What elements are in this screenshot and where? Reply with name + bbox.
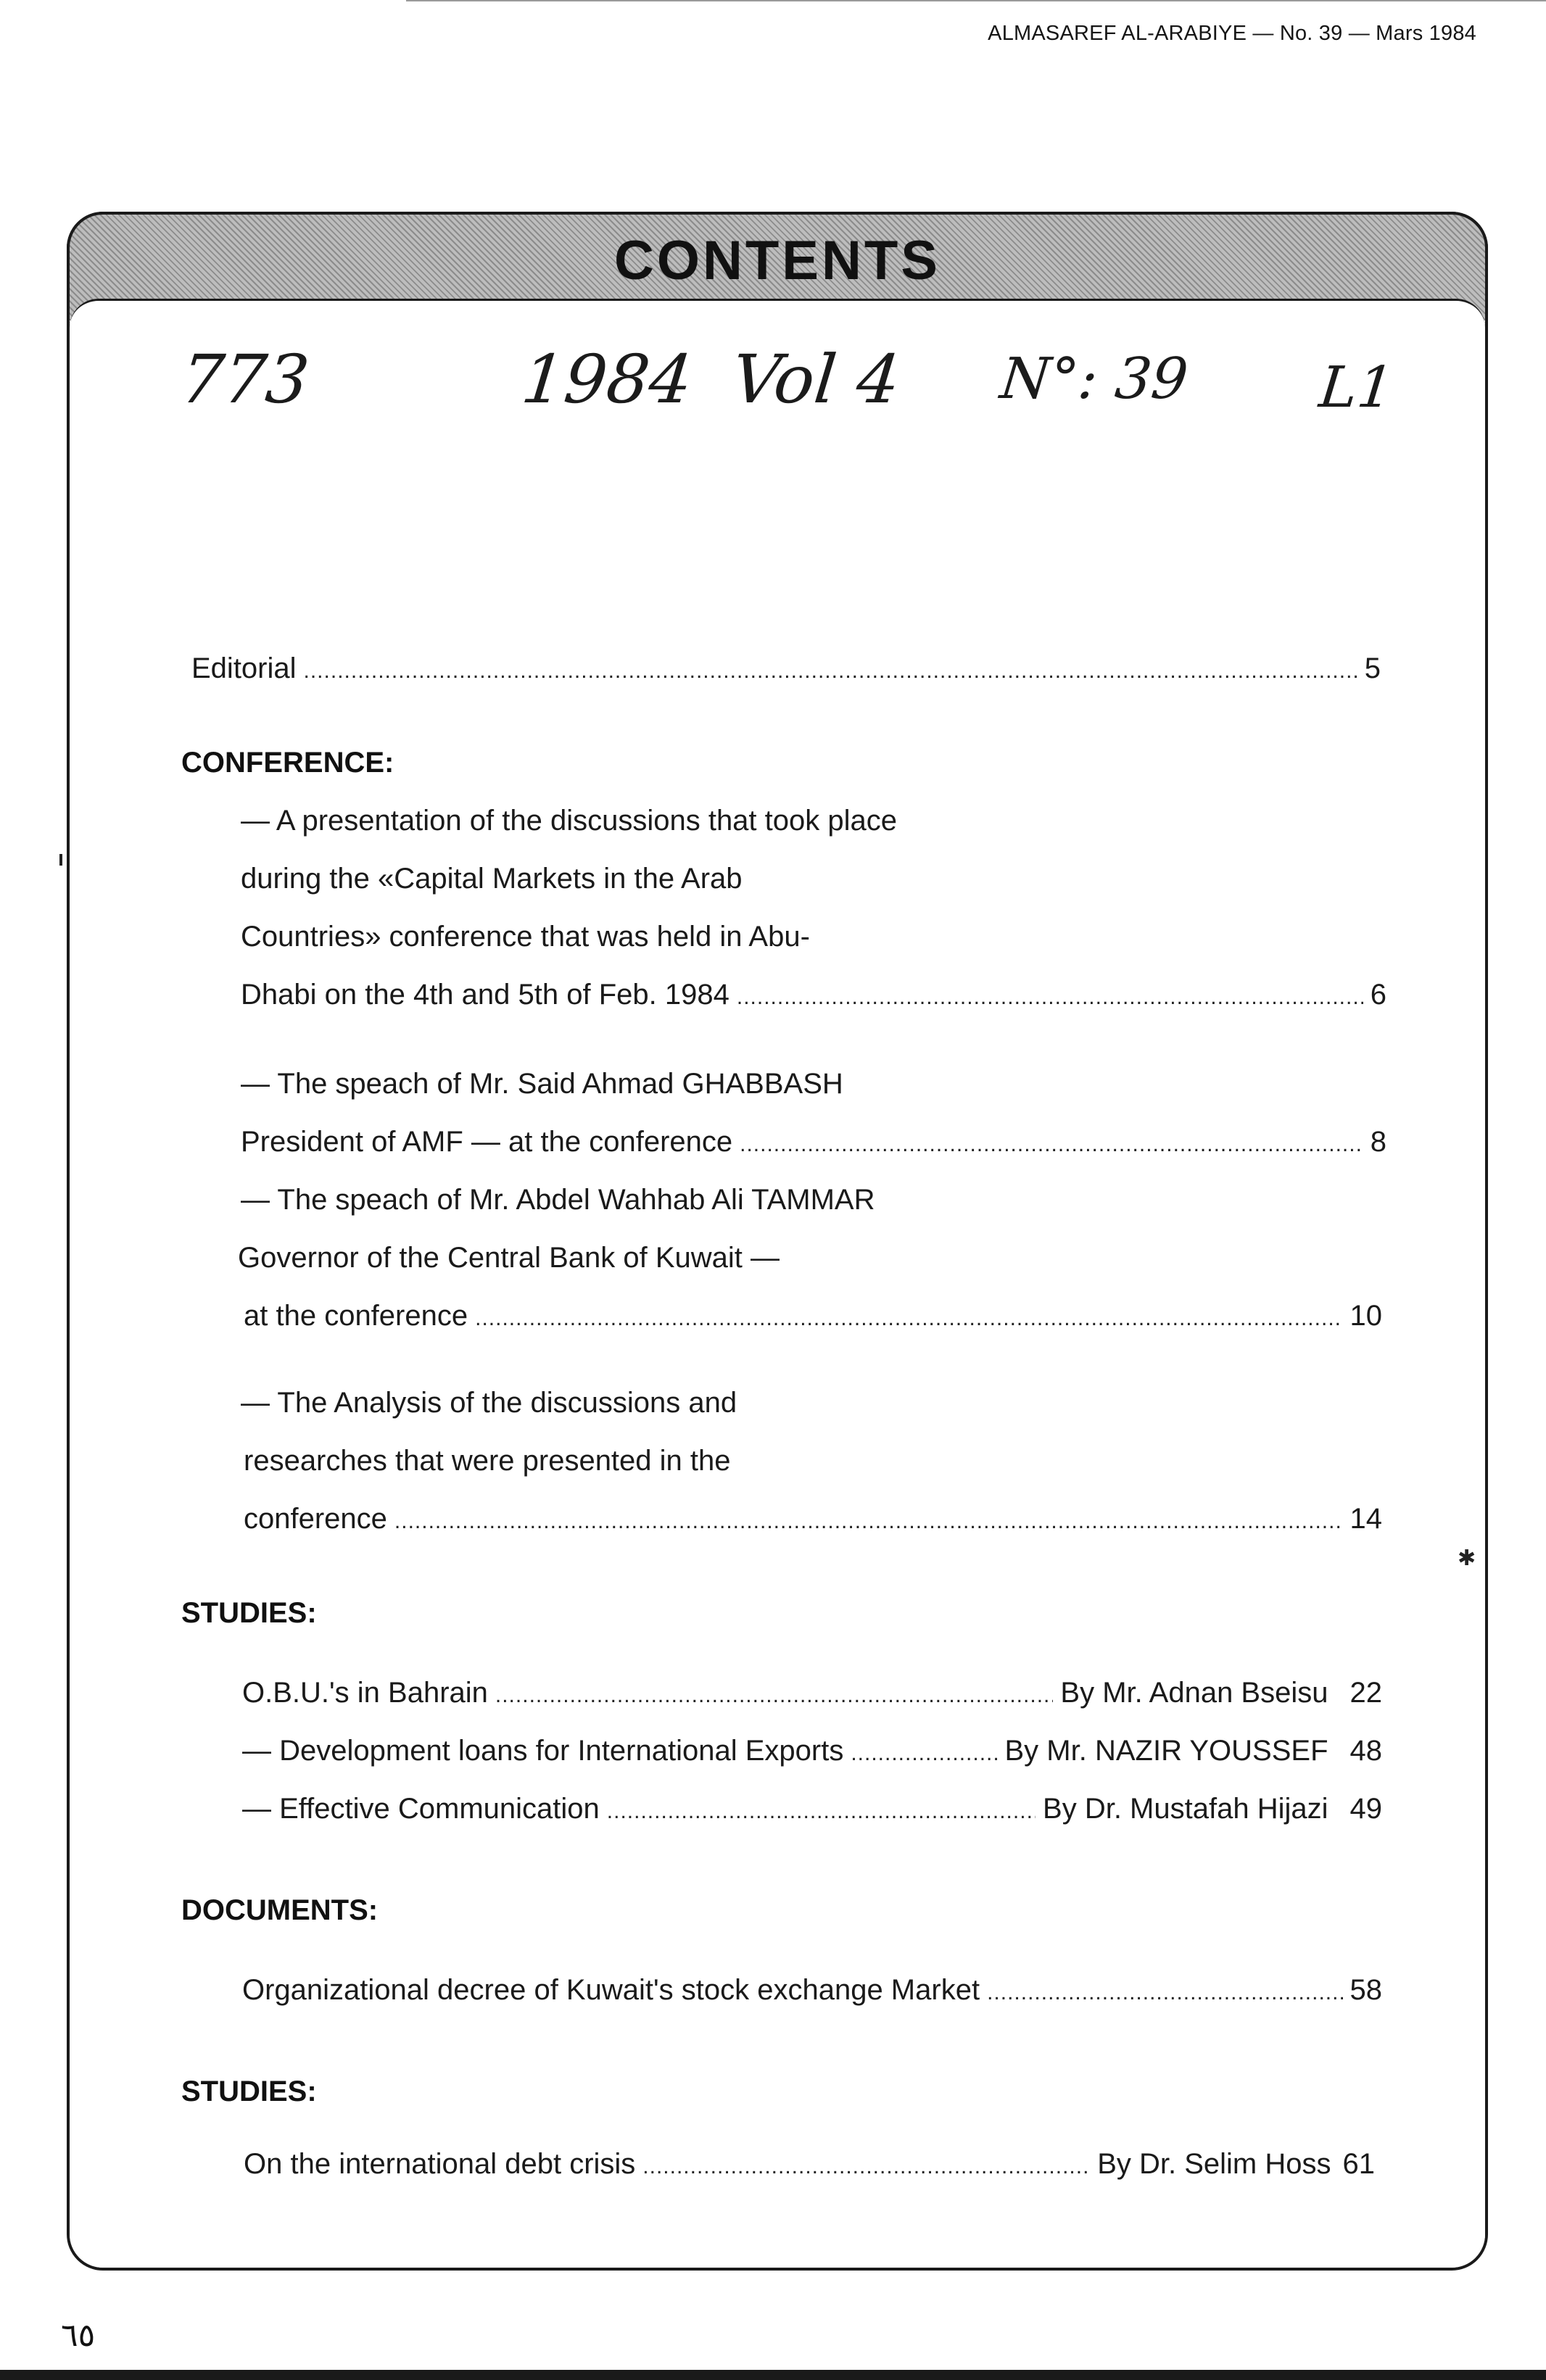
contents-card (70, 299, 1485, 2268)
dot-leader (851, 1741, 997, 1766)
toc-entry-author: By Dr. Selim Hoss (1097, 2148, 1331, 2180)
dot-leader (737, 985, 1363, 1010)
toc-entry-page: 8 (1370, 1126, 1386, 1158)
dot-leader (987, 1981, 1342, 2005)
toc-entry-line: President of AMF — at the conference (241, 1126, 733, 1158)
toc-entry-title: — Development loans for International Exports (242, 1735, 844, 1767)
section-heading-studies: STUDIES: (181, 1597, 317, 1629)
running-head: ALMASAREF AL-ARABIYE — No. 39 — Mars 1984 (988, 22, 1476, 45)
toc-entry-debt-crisis[interactable] (244, 2148, 1375, 2181)
toc-entry-effective-communication[interactable] (242, 1793, 1382, 1825)
toc-entry-line: at the conference (244, 1300, 468, 1332)
toc-entry-line: conference (244, 1503, 387, 1535)
toc-entry-line: — A presentation of the discussions that took place (241, 805, 897, 837)
toc-entry-editorial[interactable] (191, 652, 1381, 685)
toc-entry-title: Organizational decree of Kuwait's stock exchange Market (242, 1974, 980, 2006)
dot-leader (495, 1683, 1054, 1708)
toc-entry-title: O.B.U.'s in Bahrain (242, 1677, 488, 1709)
toc-entry-page: 48 (1349, 1735, 1382, 1767)
toc-entry-author: By Dr. Mustafah Hijazi (1043, 1793, 1328, 1825)
toc-entry-title: On the international debt crisis (244, 2148, 636, 2180)
scan-mark (59, 854, 62, 866)
toc-entry-page: 14 (1349, 1503, 1382, 1535)
dot-leader (642, 2155, 1090, 2179)
toc-entry-obu-bahrain[interactable] (242, 1677, 1382, 1709)
contents-title: CONTENTS (614, 230, 941, 291)
toc-entry-page: 49 (1349, 1793, 1382, 1825)
toc-entry-line: Governor of the Central Bank of Kuwait — (238, 1242, 780, 1274)
dot-leader (394, 1509, 1343, 1534)
toc-entry-page: 61 (1342, 2148, 1375, 2180)
toc-entry-development-loans[interactable] (242, 1735, 1382, 1767)
handwritten-note-shelf: L1 (1316, 355, 1397, 420)
toc-entry-line: during the «Capital Markets in the Arab (241, 863, 743, 895)
toc-entry-line: — The speach of Mr. Said Ahmad GHABBASH (241, 1068, 843, 1100)
toc-entry-ghabbash-speech[interactable] (241, 1126, 1386, 1158)
scan-speck: ✱ (1458, 1546, 1476, 1570)
toc-entry-title: Editorial (191, 652, 297, 684)
top-scan-rule (406, 0, 1546, 1)
page-folio: ٦٥ (61, 2317, 96, 2354)
toc-entry-page: 58 (1349, 1974, 1382, 2006)
toc-entry-author: By Mr. Adnan Bseisu (1060, 1677, 1328, 1709)
toc-entry-title: — Effective Communication (242, 1793, 600, 1825)
section-heading-studies-2: STUDIES: (181, 2076, 317, 2107)
toc-entry-page: 6 (1370, 979, 1386, 1011)
toc-entry-author: By Mr. NAZIR YOUSSEF (1004, 1735, 1328, 1767)
dot-leader (475, 1306, 1342, 1331)
handwritten-note-year: 1984 (518, 341, 696, 418)
section-heading-documents: DOCUMENTS: (181, 1894, 379, 1926)
toc-entry-line: — The speach of Mr. Abdel Wahhab Ali TAMMAR (241, 1184, 875, 1216)
toc-entry-page: 10 (1349, 1300, 1382, 1332)
dot-leader (304, 659, 1357, 684)
toc-entry-page: 5 (1364, 652, 1381, 684)
dot-leader (740, 1132, 1363, 1157)
dot-leader (607, 1799, 1036, 1824)
toc-entry-analysis[interactable] (244, 1503, 1382, 1535)
section-heading-conference: CONFERENCE: (181, 747, 394, 779)
toc-entry-line: — The Analysis of the discussions and (241, 1387, 737, 1419)
toc-entry-kuwait-decree[interactable] (242, 1974, 1382, 2007)
handwritten-note-1: 773 (177, 341, 313, 418)
toc-entry-tammar-speech[interactable] (244, 1300, 1382, 1332)
toc-entry-capital-markets[interactable] (241, 979, 1386, 1011)
handwritten-note-volume: Vol 4 (728, 341, 904, 418)
toc-entry-line: Dhabi on the 4th and 5th of Feb. 1984 (241, 979, 729, 1011)
toc-entry-line: Countries» conference that was held in Abu- (241, 921, 810, 953)
bottom-scan-edge (0, 2370, 1546, 2380)
toc-entry-line: researches that were presented in the (244, 1445, 731, 1477)
handwritten-note-number: N°: 39 (997, 347, 1191, 412)
toc-entry-page: 22 (1349, 1677, 1382, 1709)
